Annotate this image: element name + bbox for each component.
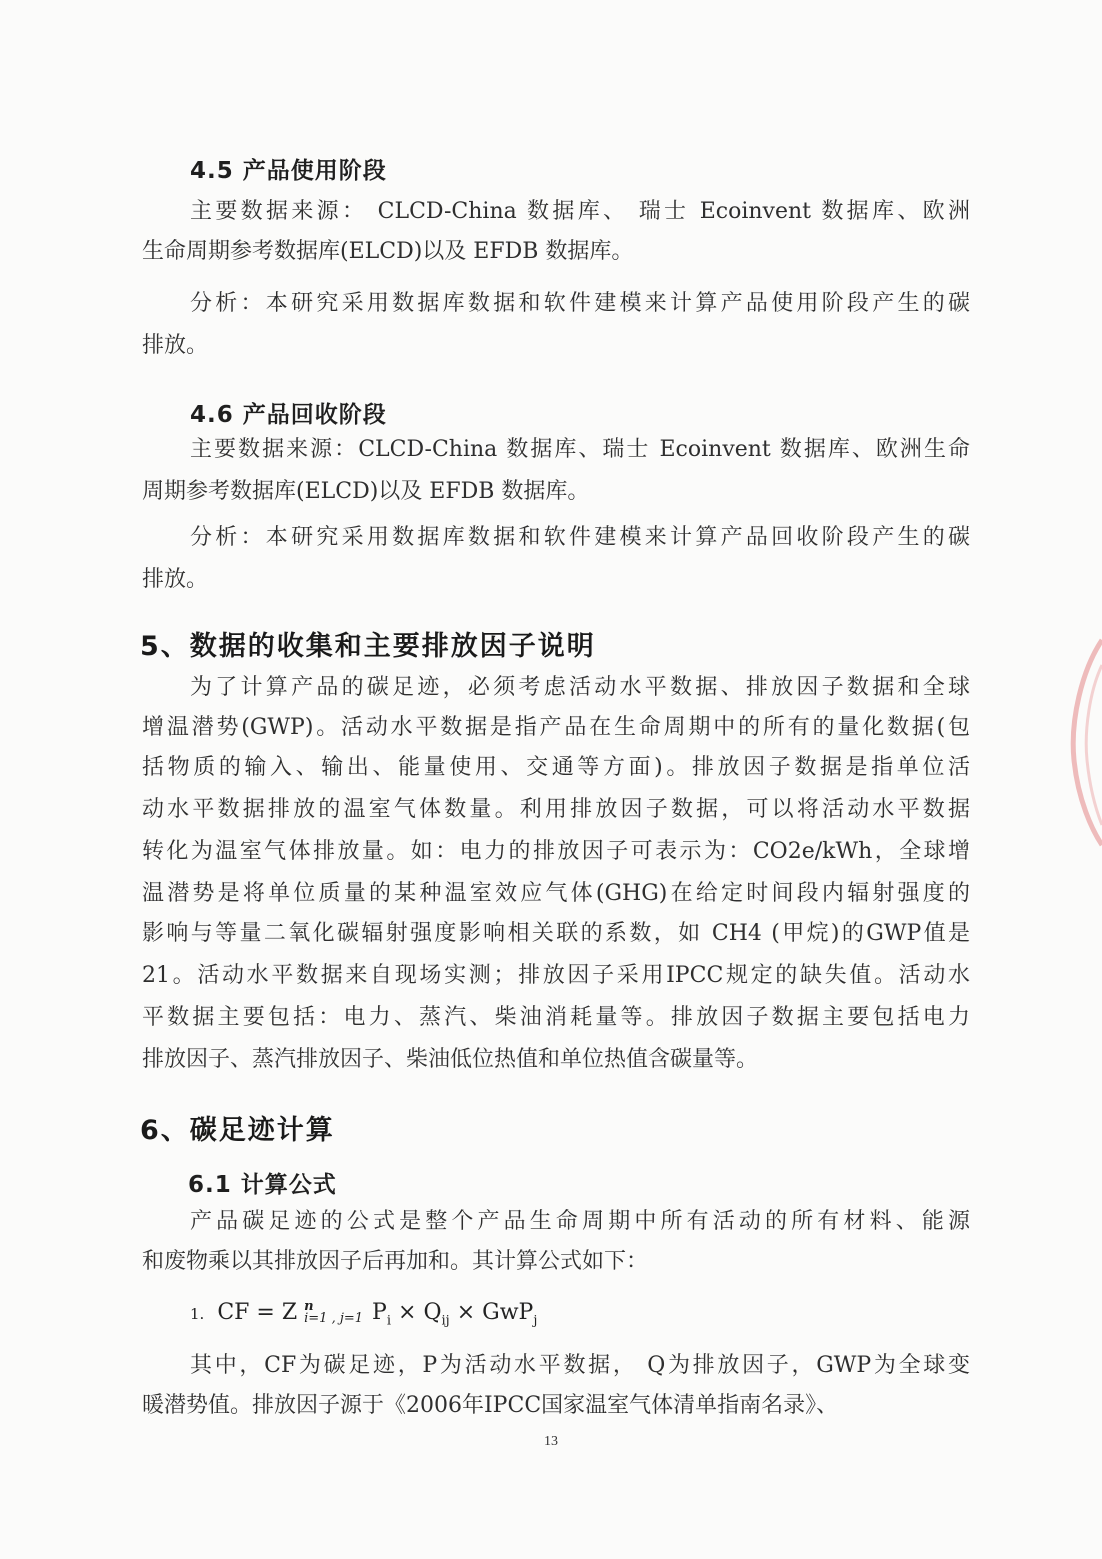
page-number: 13: [544, 1434, 558, 1449]
heading-6: 6、碳足迹计算: [140, 1115, 335, 1146]
s46-p2-line1: 分析：本研究采用数据库数据和软件建模来计算产品回收阶段产生的碳: [190, 525, 970, 550]
heading-4-6: 4.6 产品回收阶段: [190, 402, 387, 428]
heading-5: 5、数据的收集和主要排放因子说明: [140, 631, 596, 662]
s6-p1-line2: 和废物乘以其排放因子后再加和。其计算公式如下：: [142, 1249, 649, 1274]
formula-number: 1.: [190, 1305, 205, 1323]
s45-p1-line1: 主要数据来源： CLCD-China 数据库、 瑞士 Ecoinvent 数据库、欧洲: [190, 199, 970, 224]
heading-4-5: 4.5 产品使用阶段: [190, 158, 387, 184]
s6-p2-line2: 暖潜势值。排放因子源于《2006年IPCC国家温室气体清单指南名录》、: [142, 1393, 839, 1418]
s45-p1-line2: 生命周期参考数据库(ELCD)以及 EFDB 数据库。: [142, 239, 634, 264]
formula-sum-limits: [304, 1301, 363, 1325]
formula-p: P: [372, 1300, 387, 1325]
s5-line-4: 动水平数据排放的温室气体数量。利用排放因子数据，可以将活动水平数据: [142, 797, 970, 822]
s5-line-3: 括物质的输入、输出、能量使用、交通等方面)。排放因子数据是指单位活: [142, 755, 970, 780]
formula-g-sub: j: [533, 1313, 538, 1329]
s45-p2-line1: 分析：本研究采用数据库数据和软件建模来计算产品使用阶段产生的碳: [190, 291, 970, 316]
s46-p1-line2: 周期参考数据库(ELCD)以及 EFDB 数据库。: [142, 479, 590, 504]
carbon-footprint-formula: [190, 1300, 537, 1328]
s45-p2-line2: 排放。: [142, 333, 209, 358]
s46-p1-line1: 主要数据来源：CLCD-China 数据库、瑞士 Ecoinvent 数据库、欧洲生命: [190, 437, 970, 462]
formula-p-sub: i: [386, 1313, 392, 1329]
s6-p2-line1: 其中，CF为碳足迹，P为活动水平数据， Q为排放因子，GWP为全球变: [190, 1353, 970, 1378]
formula-q-sub: ij: [441, 1313, 450, 1329]
formula-times-q: × Q: [391, 1300, 442, 1325]
formula-sub: i=1 , j=1: [304, 1311, 364, 1326]
s5-line-7: 影响与等量二氧化碳辐射强度影响相关联的系数，如 CH4 (甲烷)的GWP值是: [142, 921, 970, 946]
s5-line-2: 增温潜势(GWP)。活动水平数据是指产品在生命周期中的所有的量化数据(包: [142, 715, 970, 740]
s46-p2-line2: 排放。: [142, 567, 209, 592]
formula-sup: n: [304, 1299, 314, 1314]
s5-line-9: 平数据主要包括：电力、蒸汽、柴油消耗量等。排放因子数据主要包括电力: [142, 1005, 970, 1030]
s5-line-1: 为了计算产品的碳足迹，必须考虑活动水平数据、排放因子数据和全球: [190, 675, 970, 700]
red-seal-stamp-edge: [1062, 630, 1102, 850]
s5-line-10: 排放因子、蒸汽排放因子、柴油低位热值和单位热值含碳量等。: [142, 1047, 759, 1072]
s5-line-5: 转化为温室气体排放量。如：电力的排放因子可表示为：CO2e/kWh，全球增: [142, 839, 970, 864]
formula-times-gwp: × GwP: [449, 1300, 534, 1325]
s6-p1-line1: 产品碳足迹的公式是整个产品生命周期中所有活动的所有材料、能源: [190, 1209, 970, 1234]
s5-line-8: 21。活动水平数据来自现场实测；排放因子采用IPCC规定的缺失值。活动水: [142, 963, 970, 988]
heading-6-1: 6.1 计算公式: [188, 1172, 337, 1198]
s5-line-6: 温潜势是将单位质量的某种温室效应气体(GHG)在给定时间段内辐射强度的: [142, 881, 970, 906]
formula-lhs: CF = Z: [217, 1300, 298, 1325]
